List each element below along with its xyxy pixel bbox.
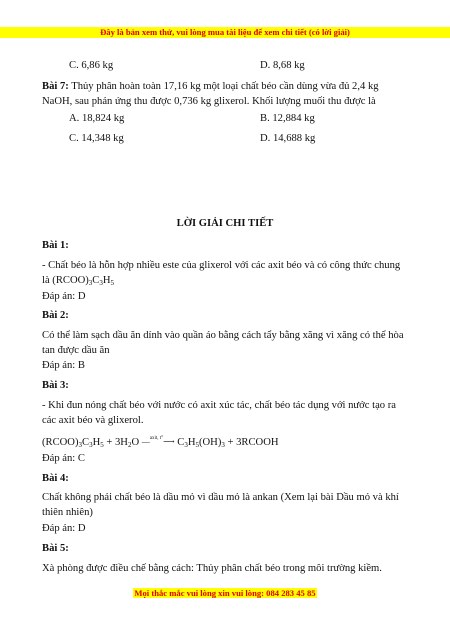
bai2-text: Có thể làm sạch dầu ăn dính vào quần áo bằng cách tẩy bằng xăng vì xăng có thể hòa tan được dầu ăn	[42, 330, 404, 356]
option-c: C. 6,86 kg	[69, 60, 114, 71]
subscript: 5	[195, 441, 199, 449]
q7-option-a: A. 18,824 kg	[69, 113, 125, 124]
bai2-label: Bài 2:	[42, 310, 69, 321]
subscript: 3	[221, 441, 225, 449]
eq-part: C	[82, 437, 90, 448]
subscript: 3	[99, 279, 103, 287]
bai1-text	[42, 258, 408, 288]
q7-option-b: B. 12,884 kg	[260, 113, 315, 124]
preview-banner	[0, 27, 450, 38]
bai3-answer: Đáp án: C	[42, 453, 85, 464]
bai1-text-c: C	[92, 275, 100, 286]
footer-contact	[0, 588, 450, 599]
option-d: D. 8,68 kg	[260, 60, 305, 71]
subscript: 3	[88, 279, 93, 287]
bai3-text: - Khi đun nóng chất béo với nước có axit xúc tác, chất béo tác dụng với nước tạo ra các axit béo và glixerol.	[42, 400, 396, 426]
bai5-text: Xà phòng được điều chế bằng cách: Thủy phân chất béo trong môi trường kiềm.	[42, 563, 382, 574]
q7-option-d: D. 14,688 kg	[260, 133, 316, 144]
bai1-label: Bài 1:	[42, 240, 69, 251]
bai3-label: Bài 3:	[42, 380, 69, 391]
q7-option-c: C. 14,348 kg	[69, 133, 124, 144]
eq-part: + 3RCOOH	[224, 437, 279, 448]
eq-part: H	[187, 437, 196, 448]
subscript: 3	[78, 441, 82, 449]
preview-banner-text: Đây là bản xem thử, vui lòng mua tài liệu để xem chi tiết (có lời giải)	[100, 27, 350, 37]
eq-part: + 3H	[103, 437, 128, 448]
bai1-answer: Đáp án: D	[42, 291, 86, 302]
footer-text: Mọi thắc mắc vui lòng xin vui lòng: 084 283 45 85	[134, 588, 316, 598]
bai3-equation	[42, 432, 279, 450]
question-7-label: Bài 7:	[42, 81, 69, 92]
bai1-text-main: - Chất béo là hỗn hợp nhiều este của glixerol với các axit béo và có công thức chung là (RCOO)	[42, 260, 401, 286]
eq-part: H	[92, 437, 101, 448]
bai2-answer: Đáp án: B	[42, 360, 85, 371]
subscript: 5	[110, 279, 115, 287]
eq-part: O	[131, 437, 142, 448]
reaction-arrow: —$^{axit, t^\circ}$⟶	[141, 436, 175, 446]
bai4-text: Chất không phải chất béo là dầu mỏ vì dầu mỏ là ankan (Xem lại bài Dầu mỏ và khí thiên nhiên)	[42, 492, 399, 518]
bai4-label: Bài 4:	[42, 473, 69, 484]
bai5-label: Bài 5:	[42, 543, 69, 554]
bai1-text-h: H	[102, 275, 111, 286]
reaction-condition: axit, t°	[149, 436, 164, 441]
eq-part: C	[174, 437, 185, 448]
bai4-answer: Đáp án: D	[42, 523, 86, 534]
solution-title: LỜI GIẢI CHI TIẾT	[176, 218, 274, 229]
question-7-text: Thủy phân hoàn toàn 17,16 kg một loại chất béo cần dùng vừa đủ 2,4 kg NaOH, sau phản ứng thu được 0,736 kg glixerol. Khối lượng muối thu được là	[42, 81, 379, 107]
question-7	[42, 79, 408, 109]
subscript: 5	[100, 441, 104, 449]
subscript: 2	[127, 441, 132, 449]
eq-part: (OH)	[199, 437, 222, 448]
subscript: 3	[184, 441, 188, 449]
eq-part: (RCOO)	[42, 437, 79, 448]
subscript: 3	[89, 441, 93, 449]
